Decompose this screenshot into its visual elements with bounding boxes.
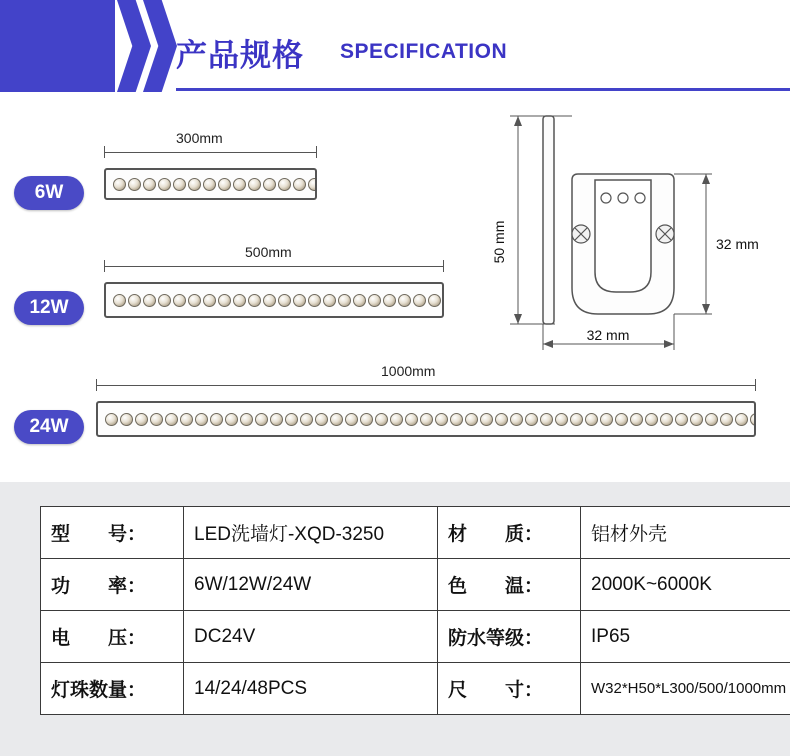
- led-dot: [278, 294, 291, 307]
- led-dot: [293, 178, 306, 191]
- spec-label: 功 率：: [41, 559, 184, 611]
- led-dot: [285, 413, 298, 426]
- product-diagram: [0, 92, 790, 482]
- led-dot: [375, 413, 388, 426]
- fixture-6w: [104, 168, 317, 200]
- led-dot: [218, 294, 231, 307]
- spec-label: 尺 寸：: [438, 663, 581, 715]
- spec-label: 电 压：: [41, 611, 184, 663]
- led-dot: [660, 413, 673, 426]
- led-dot: [495, 413, 508, 426]
- led-dot: [173, 294, 186, 307]
- power-badge-24w: 24W: [14, 410, 84, 444]
- led-dot: [188, 178, 201, 191]
- led-dot: [165, 413, 178, 426]
- led-dot: [428, 294, 441, 307]
- led-dot: [158, 178, 171, 191]
- led-dot: [383, 294, 396, 307]
- led-dot: [128, 294, 141, 307]
- led-dot: [330, 413, 343, 426]
- bracket-height-label: 50 mm: [491, 220, 507, 264]
- spec-value: 6W/12W/24W: [184, 559, 438, 611]
- led-dot: [360, 413, 373, 426]
- fixture-24w: [96, 401, 756, 437]
- led-dot: [735, 413, 748, 426]
- led-dot: [308, 178, 317, 191]
- led-dot: [540, 413, 553, 426]
- led-dot: [255, 413, 268, 426]
- led-dot: [203, 178, 216, 191]
- led-dot: [750, 413, 756, 426]
- bracket-width-label: 32 mm: [586, 327, 630, 343]
- led-dot: [120, 413, 133, 426]
- led-dot: [420, 413, 433, 426]
- led-dot: [368, 294, 381, 307]
- led-dot: [705, 413, 718, 426]
- led-dot: [113, 294, 126, 307]
- table-row: [41, 507, 790, 559]
- spec-value: W32*H50*L300/500/1000mm: [581, 663, 790, 715]
- led-dot: [210, 413, 223, 426]
- led-dot: [510, 413, 523, 426]
- led-dot: [443, 294, 444, 307]
- led-dot: [150, 413, 163, 426]
- dimension-label-300mm: 300mm: [176, 130, 223, 146]
- led-dot: [128, 178, 141, 191]
- led-dot: [158, 294, 171, 307]
- led-dot: [570, 413, 583, 426]
- spec-label: 材 质：: [438, 507, 581, 559]
- chevron-right-icon: [117, 0, 151, 92]
- led-dot: [323, 294, 336, 307]
- page-header: [0, 0, 790, 92]
- table-row: [41, 663, 790, 715]
- led-dot: [248, 178, 261, 191]
- spec-panel: [0, 482, 790, 756]
- led-dot: [300, 413, 313, 426]
- dimension-tick: [316, 146, 317, 158]
- led-dot: [645, 413, 658, 426]
- led-dot: [315, 413, 328, 426]
- led-dot: [390, 413, 403, 426]
- spec-value: 14/24/48PCS: [184, 663, 438, 715]
- led-dot: [233, 294, 246, 307]
- led-dot: [143, 178, 156, 191]
- bracket-depth-label: 32 mm: [716, 236, 759, 252]
- dimension-line-500mm: [104, 266, 444, 267]
- power-badge-6w: 6W: [14, 176, 84, 210]
- spec-value: DC24V: [184, 611, 438, 663]
- led-dot: [345, 413, 358, 426]
- led-dot: [720, 413, 733, 426]
- led-dot: [465, 413, 478, 426]
- dimension-label-500mm: 500mm: [245, 244, 292, 260]
- header-divider: [176, 88, 790, 91]
- spec-value: IP65: [581, 611, 790, 663]
- led-dot: [263, 294, 276, 307]
- page-title: 产品规格: [176, 38, 304, 73]
- led-dot: [270, 413, 283, 426]
- dimension-tick: [443, 260, 444, 272]
- header-color-block: [0, 0, 115, 92]
- dimension-tick: [755, 379, 756, 391]
- led-dot: [135, 413, 148, 426]
- dimension-line-1000mm: [96, 385, 756, 386]
- led-dot: [413, 294, 426, 307]
- led-dot: [263, 178, 276, 191]
- page-subtitle: SPECIFICATION: [340, 40, 508, 63]
- led-dot: [585, 413, 598, 426]
- led-dot: [308, 294, 321, 307]
- led-dot: [180, 413, 193, 426]
- led-dot: [173, 178, 186, 191]
- spec-value: 2000K~6000K: [581, 559, 790, 611]
- dimension-tick: [104, 146, 105, 158]
- led-dot: [338, 294, 351, 307]
- power-badge-12w: 12W: [14, 291, 84, 325]
- led-dot: [435, 413, 448, 426]
- led-dot: [248, 294, 261, 307]
- led-dot: [203, 294, 216, 307]
- led-dot: [218, 178, 231, 191]
- led-dot: [113, 178, 126, 191]
- spec-label: 灯珠数量：: [41, 663, 184, 715]
- led-dot: [450, 413, 463, 426]
- led-dot: [195, 413, 208, 426]
- led-dot: [278, 178, 291, 191]
- led-dot: [555, 413, 568, 426]
- dimension-label-1000mm: 1000mm: [381, 363, 436, 379]
- led-dot: [398, 294, 411, 307]
- led-dot: [188, 294, 201, 307]
- spec-label: 防水等级：: [438, 611, 581, 663]
- bracket-drawing: [480, 102, 770, 372]
- led-dot: [293, 294, 306, 307]
- led-dot: [690, 413, 703, 426]
- dimension-tick: [96, 379, 97, 391]
- spec-value: 铝材外壳: [581, 507, 790, 559]
- led-dot: [600, 413, 613, 426]
- dimension-line-300mm: [104, 152, 317, 153]
- led-dot: [615, 413, 628, 426]
- led-dot: [630, 413, 643, 426]
- led-dot: [353, 294, 366, 307]
- spec-value: LED洗墙灯-XQD-3250: [184, 507, 438, 559]
- led-dot: [675, 413, 688, 426]
- led-dot: [240, 413, 253, 426]
- led-dot: [143, 294, 156, 307]
- dimension-tick: [104, 260, 105, 272]
- spec-table: [40, 506, 790, 715]
- spec-label: 型 号：: [41, 507, 184, 559]
- table-row: [41, 611, 790, 663]
- led-dot: [225, 413, 238, 426]
- led-dot: [105, 413, 118, 426]
- table-row: [41, 559, 790, 611]
- fixture-12w: [104, 282, 444, 318]
- led-dot: [525, 413, 538, 426]
- led-dot: [405, 413, 418, 426]
- led-dot: [233, 178, 246, 191]
- spec-label: 色 温：: [438, 559, 581, 611]
- led-dot: [480, 413, 493, 426]
